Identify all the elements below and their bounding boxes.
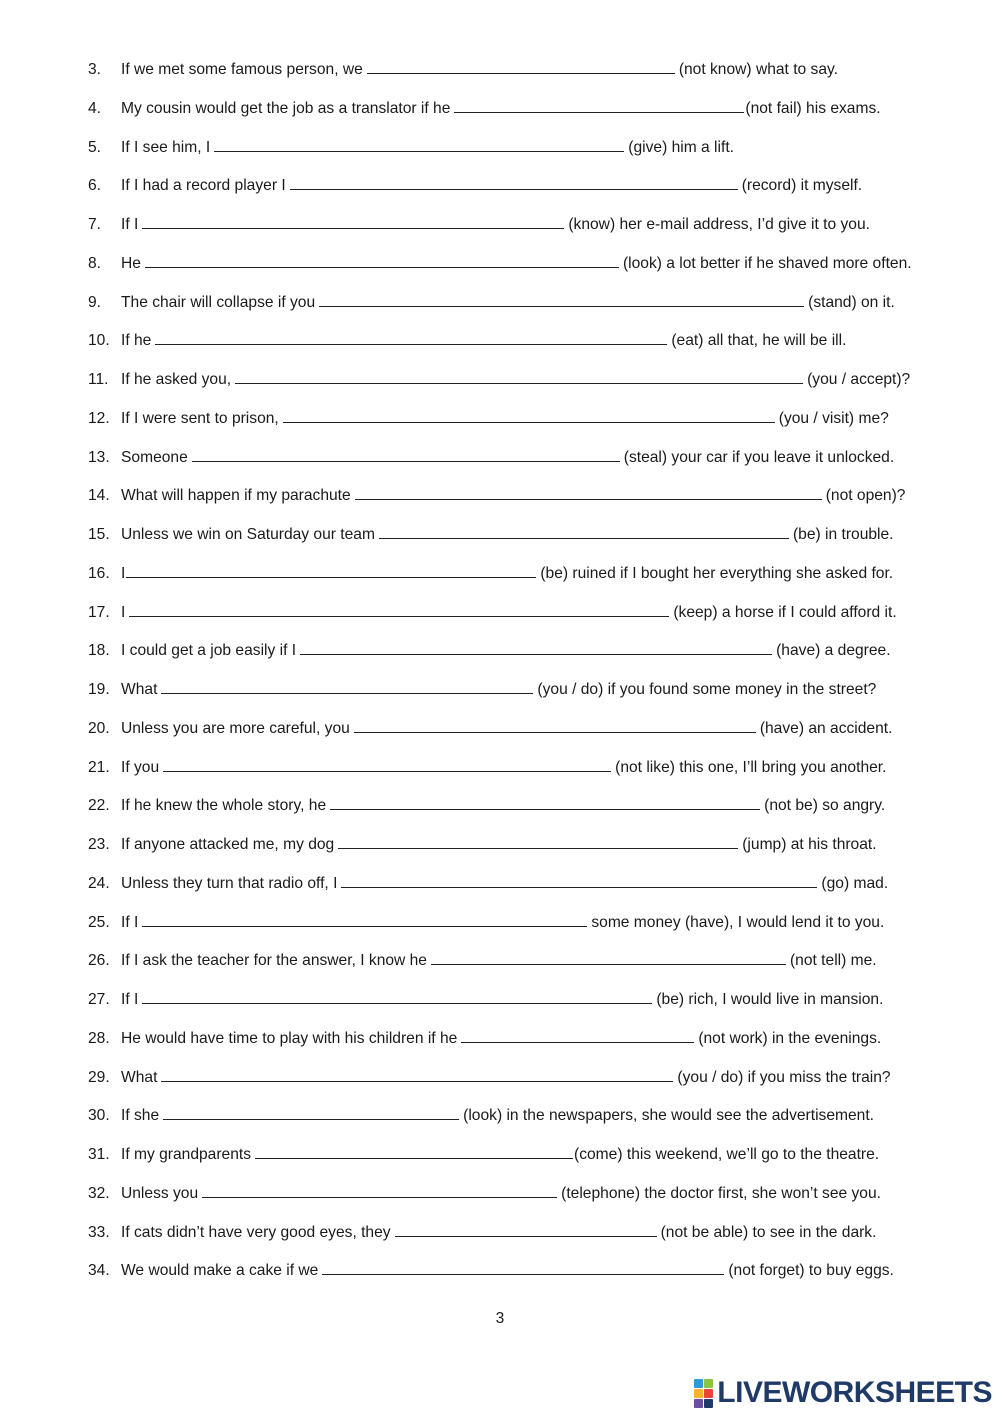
- exercise-item: [88, 1027, 881, 1051]
- exercise-item: [88, 1182, 881, 1206]
- item-text-before: What will happen if my parachute: [121, 487, 351, 505]
- answer-blank[interactable]: [129, 602, 669, 617]
- answer-blank[interactable]: [319, 292, 804, 307]
- answer-blank[interactable]: [161, 679, 533, 694]
- exercise-item: [88, 97, 881, 121]
- item-number: 11.: [88, 371, 109, 388]
- answer-blank[interactable]: [379, 524, 789, 539]
- item-text-before: If I see him, I: [121, 138, 211, 156]
- item-text-after: (not fail) his exams.: [745, 99, 881, 117]
- item-text-after: (give) him a lift.: [628, 138, 734, 156]
- logo-cell: [704, 1389, 713, 1398]
- item-text-after: (not open)?: [825, 487, 906, 505]
- answer-blank[interactable]: [214, 137, 624, 152]
- item-text-after: (be) in trouble.: [792, 526, 894, 543]
- exercise-item: [88, 756, 886, 780]
- item-text-after: (not be) so angry.: [764, 797, 886, 815]
- item-number: 14.: [88, 487, 110, 505]
- item-text-after: (you / do) if you found some money in the street?: [537, 681, 877, 698]
- exercise-item: [88, 1259, 894, 1283]
- item-text-before: If cats didn’t have very good eyes, they: [121, 1223, 391, 1241]
- exercise-item: [88, 911, 884, 935]
- item-number: 12.: [88, 409, 110, 427]
- item-number: 33.: [88, 1223, 110, 1241]
- item-text-before: Unless they turn that radio off, I: [121, 874, 338, 892]
- item-text-before: If I: [121, 913, 139, 931]
- answer-blank[interactable]: [461, 1028, 694, 1043]
- liveworksheets-logo-icon: [694, 1379, 713, 1408]
- item-text-after: (keep) a horse if I could afford it.: [673, 603, 897, 621]
- item-text-before: If you: [121, 758, 160, 776]
- item-text-before: If I ask the teacher for the answer, I know he: [121, 952, 427, 970]
- answer-blank[interactable]: [192, 447, 620, 462]
- item-number: 25.: [88, 913, 110, 931]
- item-number: 30.: [88, 1107, 110, 1125]
- exercise-item: [88, 562, 893, 586]
- exercise-item: [88, 949, 877, 973]
- logo-cell: [704, 1379, 713, 1388]
- exercise-item: [88, 252, 912, 276]
- item-text-after: (go) mad.: [821, 874, 889, 892]
- exercise-item: [88, 872, 888, 896]
- item-text-after: (you / do) if you miss the train?: [677, 1068, 891, 1086]
- page-number: 3: [495, 1310, 505, 1327]
- item-number: 10.: [88, 332, 110, 350]
- item-text-after: (telephone) the doctor first, she won’t see you.: [561, 1184, 881, 1202]
- item-number: 22.: [88, 797, 110, 815]
- item-number: 29.: [88, 1068, 110, 1086]
- item-text-before: If my grandparents: [121, 1146, 252, 1163]
- item-number: 18.: [88, 642, 110, 660]
- exercise-item: [88, 601, 897, 625]
- item-text-before: I could get a job easily if I: [121, 642, 297, 660]
- item-number: 32.: [88, 1184, 110, 1202]
- item-number: 16.: [88, 564, 110, 582]
- item-number: 8.: [88, 254, 102, 272]
- exercise-item: [88, 1066, 891, 1090]
- item-number: 17.: [88, 603, 110, 621]
- item-number: 28.: [88, 1029, 110, 1047]
- exercise-item: [88, 717, 892, 741]
- answer-blank[interactable]: [431, 950, 786, 965]
- answer-blank[interactable]: [202, 1183, 557, 1198]
- item-number: 27.: [88, 991, 110, 1008]
- exercise-item: [88, 1104, 874, 1128]
- exercise-item: [88, 58, 838, 82]
- exercise-item: [88, 1143, 879, 1167]
- answer-blank[interactable]: [283, 408, 775, 423]
- answer-blank[interactable]: [338, 834, 738, 849]
- item-text-before: He: [121, 254, 141, 272]
- item-text-before: If anyone attacked me, my dog: [121, 836, 335, 853]
- item-text-after: (look) in the newspapers, she would see the advertisement.: [463, 1107, 874, 1125]
- item-text-after: (eat) all that, he will be ill.: [671, 332, 847, 350]
- item-text-after: (you / visit) me?: [778, 409, 889, 427]
- item-text-before: What: [121, 681, 158, 698]
- item-number: 6.: [88, 177, 102, 195]
- item-number: 26.: [88, 952, 110, 970]
- item-text-before: I: [121, 564, 126, 582]
- logo-cell: [704, 1399, 713, 1408]
- answer-blank[interactable]: [290, 175, 738, 190]
- item-text-after: (be) rich, I would live in mansion.: [656, 991, 884, 1008]
- item-number: 4.: [88, 99, 102, 117]
- exercise-item: [88, 291, 895, 315]
- item-number: 23.: [88, 836, 110, 853]
- exercise-item: [88, 329, 846, 353]
- answer-blank[interactable]: [142, 989, 652, 1004]
- item-number: 34.: [88, 1262, 110, 1280]
- item-number: 31.: [88, 1146, 110, 1163]
- answer-blank[interactable]: [235, 369, 803, 384]
- item-number: 15.: [88, 526, 110, 543]
- logo-cell: [694, 1389, 703, 1398]
- item-text-after: (have) a degree.: [776, 642, 891, 660]
- answer-blank[interactable]: [300, 640, 772, 655]
- answer-blank[interactable]: [142, 214, 564, 229]
- answer-blank[interactable]: [341, 873, 817, 888]
- item-text-before: What: [121, 1068, 158, 1086]
- exercise-item: [88, 678, 876, 702]
- exercise-item: [88, 523, 894, 547]
- item-text-before: Unless you are more careful, you: [121, 719, 350, 737]
- answer-blank[interactable]: [142, 912, 587, 927]
- item-text-before: If I: [121, 216, 139, 233]
- answer-blank[interactable]: [155, 330, 667, 345]
- item-text-after: (not like) this one, I’ll bring you another.: [615, 758, 887, 776]
- answer-blank[interactable]: [163, 1105, 459, 1120]
- item-text-after: (know) her e-mail address, I’d give it to you.: [568, 216, 870, 233]
- exercise-item: [88, 833, 877, 857]
- item-text-before: My cousin would get the job as a translator if he: [121, 99, 451, 117]
- item-text-after: (not forget) to buy eggs.: [728, 1262, 894, 1280]
- exercise-item: [88, 484, 905, 508]
- exercise-item: [88, 1221, 876, 1245]
- item-text-after: (record) it myself.: [741, 177, 863, 195]
- item-text-before: Unless we win on Saturday our team: [121, 526, 375, 543]
- item-number: 5.: [88, 138, 102, 156]
- item-text-before: The chair will collapse if you: [121, 293, 316, 311]
- item-text-after: (jump) at his throat.: [742, 836, 877, 853]
- item-text-after: (have) an accident.: [759, 719, 893, 737]
- logo-cell: [694, 1379, 703, 1388]
- item-text-after: (come) this weekend, we’ll go to the theatre.: [574, 1146, 880, 1163]
- exercise-item: [88, 988, 883, 1012]
- answer-blank[interactable]: [161, 1067, 673, 1082]
- exercise-item: [88, 136, 734, 160]
- item-text-before: Someone: [121, 448, 188, 466]
- item-text-before: He would have time to play with his children if he: [121, 1029, 458, 1047]
- answer-blank[interactable]: [395, 1222, 657, 1237]
- item-text-after: (not work) in the evenings.: [698, 1029, 882, 1047]
- answer-blank[interactable]: [145, 253, 619, 268]
- answer-blank[interactable]: [355, 485, 822, 500]
- item-text-after: (look) a lot better if he shaved more often.: [622, 254, 912, 272]
- item-text-before: If he knew the whole story, he: [121, 797, 327, 815]
- exercise-item: [88, 794, 885, 818]
- brand-footer[interactable]: [694, 1378, 992, 1408]
- item-text-after: some money (have), I would lend it to you.: [591, 913, 885, 931]
- item-number: 21.: [88, 758, 110, 776]
- item-text-after: (not tell) me.: [789, 952, 877, 970]
- item-text-before: I: [121, 603, 126, 621]
- item-text-after: (steal) your car if you leave it unlocked.: [623, 448, 895, 466]
- exercise-item: [88, 174, 862, 198]
- item-text-after: (not know) what to say.: [678, 61, 838, 78]
- item-text-after: (not be able) to see in the dark.: [660, 1223, 877, 1241]
- exercise-item: [88, 639, 891, 663]
- answer-blank[interactable]: [126, 563, 536, 578]
- answer-blank[interactable]: [255, 1144, 573, 1159]
- exercise-item: [88, 368, 910, 392]
- answer-blank[interactable]: [322, 1260, 724, 1275]
- answer-blank[interactable]: [354, 718, 756, 733]
- item-text-before: If I were sent to prison,: [121, 409, 279, 427]
- exercise-item: [88, 446, 894, 470]
- item-text-before: If we met some famous person, we: [121, 61, 363, 78]
- item-number: 19.: [88, 681, 110, 698]
- item-text-before: If he: [121, 332, 152, 350]
- item-text-before: If I had a record player I: [121, 177, 286, 195]
- item-number: 3.: [88, 61, 102, 78]
- exercise-item: [88, 407, 889, 431]
- logo-cell: [694, 1399, 703, 1408]
- answer-blank[interactable]: [163, 757, 611, 772]
- item-number: 7.: [88, 216, 102, 233]
- item-text-before: Unless you: [121, 1184, 199, 1202]
- answer-blank[interactable]: [367, 59, 675, 74]
- item-number: 13.: [88, 448, 110, 466]
- item-text-before: If she: [121, 1107, 160, 1125]
- answer-blank[interactable]: [330, 795, 760, 810]
- item-text-after: (stand) on it.: [808, 293, 895, 311]
- item-text-before: If I: [121, 991, 139, 1008]
- item-text-before: If he asked you,: [121, 371, 232, 388]
- answer-blank[interactable]: [454, 98, 744, 113]
- item-number: 9.: [88, 293, 102, 311]
- item-text-before: We would make a cake if we: [121, 1262, 319, 1280]
- exercise-item: [88, 213, 870, 237]
- item-text-after: (you / accept)?: [807, 371, 911, 388]
- item-text-after: (be) ruined if I bought her everything she asked for.: [540, 564, 894, 582]
- item-number: 24.: [88, 874, 110, 892]
- item-number: 20.: [88, 719, 110, 737]
- brand-name: LIVEWORKSHEETS: [717, 1376, 992, 1409]
